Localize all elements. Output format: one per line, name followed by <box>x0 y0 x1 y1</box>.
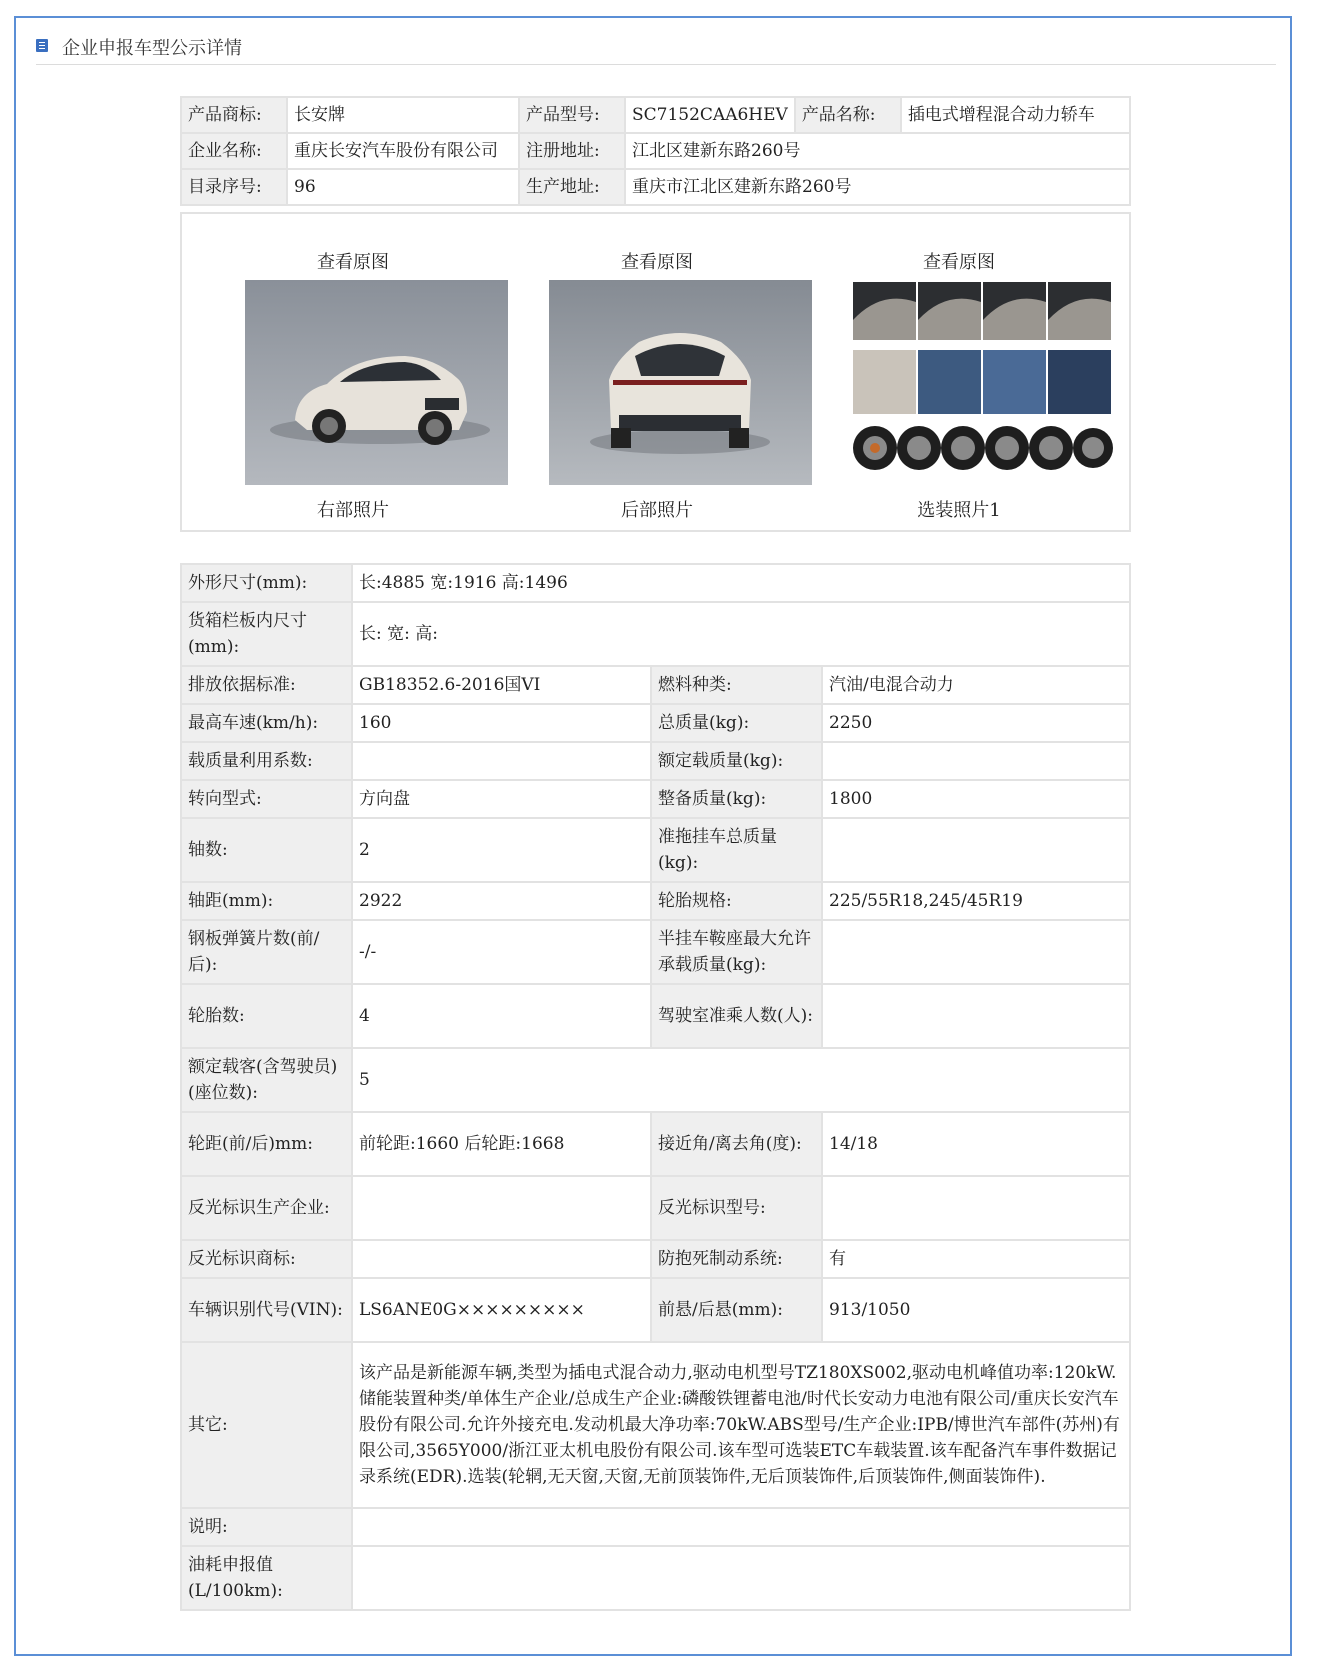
curb-value: 1800 <box>822 780 1130 818</box>
axles-value: 2 <box>352 818 651 882</box>
wheelbase-label: 轴距(mm): <box>181 882 352 920</box>
cargo-value: 长: 宽: 高: <box>352 602 1130 666</box>
angle-value: 14/18 <box>822 1112 1130 1176</box>
spring-label: 钢板弹簧片数(前/后): <box>181 920 352 984</box>
speed-label: 最高车速(km/h): <box>181 704 352 742</box>
util-label: 载质量利用系数: <box>181 742 352 780</box>
fuel-label: 燃料种类: <box>651 666 822 704</box>
spec-table <box>180 563 1131 1611</box>
other-value: 该产品是新能源车辆,类型为插电式混合动力,驱动电机型号TZ180XS002,驱动电机峰值功率:120kW.储能装置种类/单体生产企业/总成生产企业:磷酸铁锂蓄电池/时代长安动力电池有限公司/重庆长安汽车股份有限公司.允许外接充电.发动机最大净功率:70kW.ABS型号/生产企业:IPB/博世汽车部件(苏州)有限公司,3565Y000/浙江亚太机电股份有限公司.该车型可选装ETC车载装置.该车配备汽车事件数据记录系统(EDR).选装(轮辋,无天窗,天窗,无前顶装饰件,无后顶装饰件,后顶装饰件,侧面装饰件). <box>352 1342 1130 1508</box>
company-value: 重庆长安汽车股份有限公司 <box>287 133 519 169</box>
reg-addr-label: 注册地址: <box>519 133 625 169</box>
refl-brand-label: 反光标识商标: <box>181 1240 352 1278</box>
photo-optional <box>806 214 1112 534</box>
notebook-icon <box>36 39 48 52</box>
refl-maker-label: 反光标识生产企业: <box>181 1176 352 1240</box>
abs-value: 有 <box>822 1240 1130 1278</box>
refl-maker-value <box>352 1176 651 1240</box>
cab-value <box>822 984 1130 1048</box>
fuel-cons-label: 油耗申报值(L/100km): <box>181 1546 352 1610</box>
photo-caption: 右部照片 <box>317 500 389 521</box>
view-original-link[interactable]: 查看原图 <box>923 252 995 273</box>
view-original-link[interactable]: 查看原图 <box>317 252 389 273</box>
tire-label: 轮胎规格: <box>651 882 822 920</box>
refl-model-label: 反光标识型号: <box>651 1176 822 1240</box>
other-label: 其它: <box>181 1342 352 1508</box>
photo-caption: 后部照片 <box>621 500 693 521</box>
seats-label: 额定载客(含驾驶员)(座位数): <box>181 1048 352 1112</box>
tire-value: 225/55R18,245/45R19 <box>822 882 1130 920</box>
car-right-image[interactable] <box>245 280 508 485</box>
cab-label: 驾驶室准乘人数(人): <box>651 984 822 1048</box>
overhang-label: 前悬/后悬(mm): <box>651 1278 822 1342</box>
emission-value: GB18352.6-2016国VI <box>352 666 651 704</box>
model-label: 产品型号: <box>519 97 625 133</box>
saddle-label: 半挂车鞍座最大允许承载质量(kg): <box>651 920 822 984</box>
basic-info-table <box>180 96 1131 206</box>
dim-label: 外形尺寸(mm): <box>181 564 352 602</box>
prod-addr-value: 重庆市江北区建新东路260号 <box>625 169 1130 205</box>
brand-value: 长安牌 <box>287 97 519 133</box>
speed-value: 160 <box>352 704 651 742</box>
rated-load-value <box>822 742 1130 780</box>
refl-model-value <box>822 1176 1130 1240</box>
track-value: 前轮距:1660 后轮距:1668 <box>352 1112 651 1176</box>
prod-addr-label: 生产地址: <box>519 169 625 205</box>
view-original-link[interactable]: 查看原图 <box>621 252 693 273</box>
abs-label: 防抱死制动系统: <box>651 1240 822 1278</box>
reg-addr-value: 江北区建新东路260号 <box>625 133 1130 169</box>
name-value: 插电式增程混合动力轿车 <box>901 97 1130 133</box>
steer-label: 转向型式: <box>181 780 352 818</box>
steer-value: 方向盘 <box>352 780 651 818</box>
optional-parts-image[interactable] <box>851 280 1114 485</box>
tires-label: 轮胎数: <box>181 984 352 1048</box>
car-rear-image[interactable] <box>549 280 812 485</box>
wheelbase-value: 2922 <box>352 882 651 920</box>
trailer-label: 准拖挂车总质量(kg): <box>651 818 822 882</box>
photo-right <box>200 214 506 534</box>
util-value <box>352 742 651 780</box>
note-value <box>352 1508 1130 1546</box>
tires-value: 4 <box>352 984 651 1048</box>
vin-value: LS6ANE0G××××××××× <box>352 1278 651 1342</box>
title-bar <box>36 30 1276 65</box>
fuel-value: 汽油/电混合动力 <box>822 666 1130 704</box>
page-title: 企业申报车型公示详情 <box>62 38 242 59</box>
name-label: 产品名称: <box>795 97 901 133</box>
photo-rear <box>504 214 810 534</box>
note-label: 说明: <box>181 1508 352 1546</box>
refl-brand-value <box>352 1240 651 1278</box>
track-label: 轮距(前/后)mm: <box>181 1112 352 1176</box>
company-label: 企业名称: <box>181 133 287 169</box>
mass-value: 2250 <box>822 704 1130 742</box>
angle-label: 接近角/离去角(度): <box>651 1112 822 1176</box>
spring-value: -/- <box>352 920 651 984</box>
overhang-value: 913/1050 <box>822 1278 1130 1342</box>
emission-label: 排放依据标准: <box>181 666 352 704</box>
catalog-label: 目录序号: <box>181 169 287 205</box>
photo-section <box>180 212 1131 532</box>
rated-load-label: 额定载质量(kg): <box>651 742 822 780</box>
vin-label: 车辆识别代号(VIN): <box>181 1278 352 1342</box>
curb-label: 整备质量(kg): <box>651 780 822 818</box>
photo-caption: 选装照片1 <box>917 500 1001 521</box>
dim-value: 长:4885 宽:1916 高:1496 <box>352 564 1130 602</box>
saddle-value <box>822 920 1130 984</box>
brand-label: 产品商标: <box>181 97 287 133</box>
trailer-value <box>822 818 1130 882</box>
catalog-value: 96 <box>287 169 519 205</box>
fuel-cons-value <box>352 1546 1130 1610</box>
cargo-label: 货箱栏板内尺寸(mm): <box>181 602 352 666</box>
mass-label: 总质量(kg): <box>651 704 822 742</box>
seats-value: 5 <box>352 1048 1130 1112</box>
axles-label: 轴数: <box>181 818 352 882</box>
model-value: SC7152CAA6HEV <box>625 97 795 133</box>
